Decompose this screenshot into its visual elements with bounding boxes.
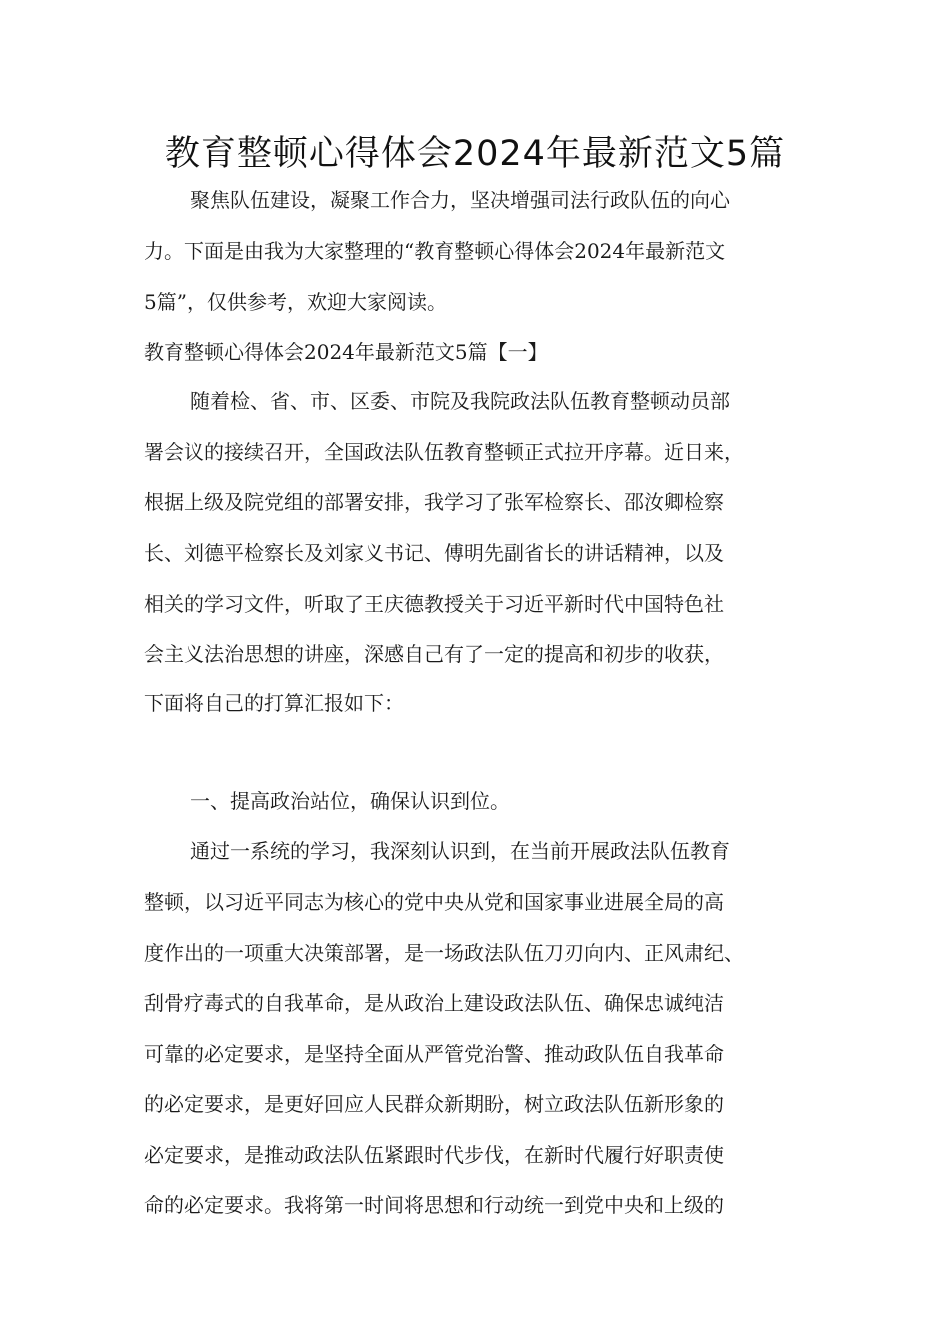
- intro-line: 5篇”，仅供参考，欢迎大家阅读。: [144, 290, 447, 314]
- intro-line: 聚焦队伍建设，凝聚工作合力，坚决增强司法行政队伍的向心: [190, 188, 730, 212]
- paragraph-line: 整顿，以习近平同志为核心的党中央从党和国家事业进展全局的高: [144, 890, 724, 914]
- paragraph-line: 刮骨疗毒式的自我革命，是从政治上建设政法队伍、确保忠诚纯洁: [144, 991, 724, 1015]
- paragraph-line: 通过一系统的学习，我深刻认识到，在当前开展政法队伍教育: [190, 839, 730, 863]
- paragraph-line: 下面将自己的打算汇报如下：: [144, 691, 404, 715]
- paragraph-line: 相关的学习文件，听取了王庆德教授关于习近平新时代中国特色社: [144, 592, 724, 616]
- paragraph-line: 随着检、省、市、区委、市院及我院政法队伍教育整顿动员部: [190, 389, 730, 413]
- section-heading: 教育整顿心得体会2024年最新范文5篇【一】: [144, 340, 548, 364]
- paragraph-line: 可靠的必定要求，是坚持全面从严管党治警、推动政队伍自我革命: [144, 1042, 724, 1066]
- paragraph-line: 长、刘德平检察长及刘家义书记、傅明先副省长的讲话精神，以及: [144, 541, 724, 565]
- paragraph-line: 度作出的一项重大决策部署，是一场政法队伍刀刃向内、正风肃纪、: [144, 941, 744, 965]
- paragraph-line: 署会议的接续召开，全国政法队伍教育整顿正式拉开序幕。近日来，: [144, 440, 744, 464]
- paragraph-line: 根据上级及院党组的部署安排，我学习了张军检察长、邵汝卿检察: [144, 490, 724, 514]
- paragraph-line: 必定要求，是推动政法队伍紧跟时代步伐，在新时代履行好职责使: [144, 1143, 724, 1167]
- intro-line: 力。下面是由我为大家整理的“教育整顿心得体会2024年最新范文: [144, 239, 726, 263]
- paragraph-line: 命的必定要求。我将第一时间将思想和行动统一到党中央和上级的: [144, 1193, 724, 1217]
- document-title: 教育整顿心得体会2024年最新范文5篇: [164, 134, 786, 174]
- subheading: 一、提高政治站位，确保认识到位。: [190, 789, 510, 813]
- paragraph-line: 的必定要求，是更好回应人民群众新期盼，树立政法队伍新形象的: [144, 1092, 724, 1116]
- paragraph-line: 会主义法治思想的讲座，深感自己有了一定的提高和初步的收获，: [144, 642, 724, 666]
